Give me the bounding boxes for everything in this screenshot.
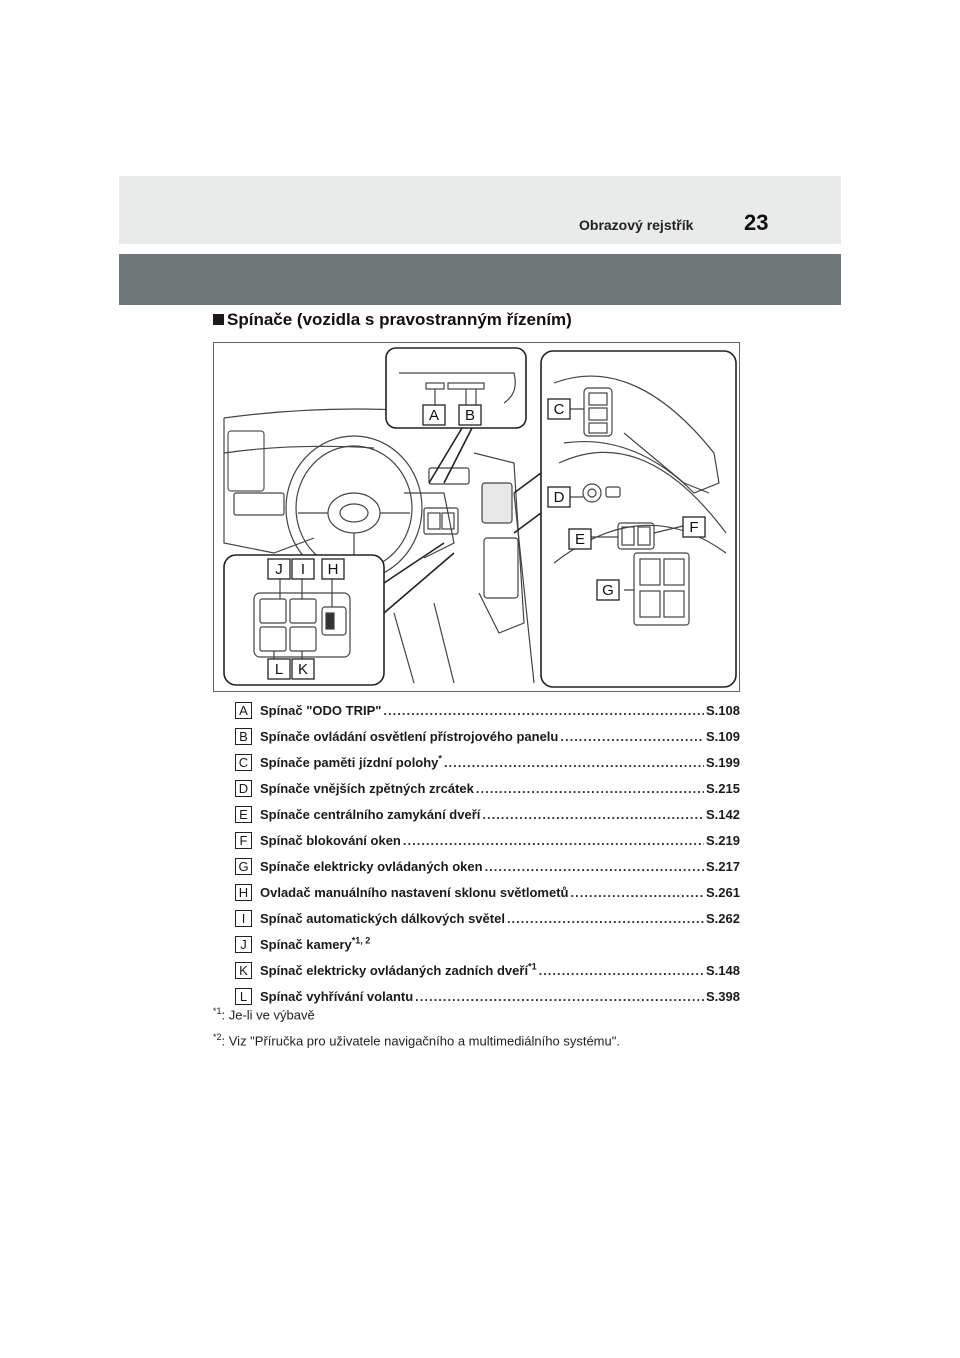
list-item: [235, 853, 740, 879]
item-label: Spínač elektricky ovládaných zadních dveří: [260, 962, 529, 978]
list-item: [235, 749, 740, 775]
footnote-text: : Je-li ve výbavě: [221, 1007, 315, 1023]
list-item: [235, 697, 740, 723]
list-item: [235, 723, 740, 749]
item-label: Spínače ovládání osvětlení přístrojového panelu: [260, 728, 559, 744]
item-key: F: [235, 832, 252, 849]
item-text: [260, 703, 381, 718]
item-key: L: [235, 988, 252, 1005]
item-label: Spínač "ODO TRIP": [260, 702, 382, 718]
item-text: [260, 729, 558, 744]
item-page[interactable]: S.398: [706, 988, 740, 1004]
label-J: J: [275, 561, 283, 578]
label-K: K: [297, 661, 309, 678]
item-page[interactable]: S.215: [706, 780, 740, 796]
switch-location-figure: [213, 342, 740, 692]
square-bullet-icon: [213, 314, 224, 325]
item-key: E: [235, 806, 252, 823]
item-label: Spínače vnějších zpětných zrcátek: [260, 780, 474, 796]
item-page[interactable]: S.217: [706, 858, 740, 874]
item-text: [260, 833, 401, 848]
item-note: *1: [528, 961, 537, 972]
item-page[interactable]: S.142: [706, 806, 740, 822]
item-note: *1, 2: [351, 935, 371, 946]
item-key: H: [235, 884, 252, 901]
label-F: F: [689, 519, 699, 536]
footnote-1: [213, 1006, 315, 1022]
leader-dots: [403, 833, 704, 848]
section-title: [213, 310, 572, 330]
item-label: Spínače centrálního zamykání dveří: [260, 806, 481, 822]
item-label: Spínač automatických dálkových světel: [260, 910, 505, 926]
section-title-text: Spínače (vozidla s pravostranným řízením): [227, 310, 572, 329]
item-label: Spínače elektricky ovládaných oken: [260, 858, 483, 874]
item-page[interactable]: S.199: [706, 754, 740, 770]
list-item: [235, 905, 740, 931]
item-page[interactable]: S.148: [706, 962, 740, 978]
item-key: B: [235, 728, 252, 745]
label-G: G: [602, 582, 614, 599]
footnote-2: [213, 1032, 620, 1048]
list-item: [235, 931, 740, 957]
leader-dots: [485, 859, 704, 874]
item-page[interactable]: S.109: [706, 728, 740, 744]
leader-dots: [507, 911, 704, 926]
item-key: G: [235, 858, 252, 875]
item-text: [260, 755, 442, 770]
leader-dots: [539, 963, 704, 978]
list-item: [235, 801, 740, 827]
leader-dots: [570, 885, 704, 900]
item-text: [260, 911, 505, 926]
item-text: [260, 807, 480, 822]
item-key: K: [235, 962, 252, 979]
leader-dots: [415, 989, 704, 1004]
item-key: A: [235, 702, 252, 719]
item-label: Ovladač manuálního nastavení sklonu světlometů: [260, 884, 569, 900]
label-L: L: [274, 661, 284, 678]
item-label: Spínač kamery: [260, 936, 352, 952]
item-text: [260, 989, 413, 1004]
page-number: 23: [744, 210, 769, 235]
header-band: [119, 254, 841, 305]
label-D: D: [553, 489, 565, 506]
item-text: [260, 859, 483, 874]
item-text: [260, 781, 474, 796]
item-key: C: [235, 754, 252, 771]
item-key: D: [235, 780, 252, 797]
header-title: Obrazový rejstřík: [579, 217, 694, 233]
leader-dots: [482, 807, 704, 822]
item-text: [260, 937, 370, 952]
list-item: [235, 879, 740, 905]
label-A: A: [428, 407, 440, 424]
item-page[interactable]: S.219: [706, 832, 740, 848]
list-item: [235, 957, 740, 983]
label-B: B: [464, 407, 476, 424]
label-H: H: [327, 561, 339, 578]
footnote-mark: *2: [213, 1032, 222, 1042]
item-text: [260, 963, 537, 978]
item-note: *: [438, 753, 442, 764]
dashboard-illustration: [214, 343, 741, 693]
header-bar: [119, 176, 841, 244]
item-page[interactable]: S.262: [706, 910, 740, 926]
footnote-mark: *1: [213, 1006, 222, 1016]
item-text: [260, 885, 568, 900]
item-key: J: [235, 936, 252, 953]
item-key: I: [235, 910, 252, 927]
item-page[interactable]: S.261: [706, 884, 740, 900]
item-label: Spínač blokování oken: [260, 832, 401, 848]
switch-index-list: [235, 697, 740, 1009]
label-E: E: [574, 531, 586, 548]
list-item: [235, 775, 740, 801]
leader-dots: [383, 703, 704, 718]
item-label: Spínače paměti jízdní polohy: [260, 754, 439, 770]
leader-dots: [444, 755, 704, 770]
leader-dots: [476, 781, 704, 796]
list-item: [235, 827, 740, 853]
item-page[interactable]: S.108: [706, 702, 740, 718]
leader-dots: [560, 729, 704, 744]
footnote-text: : Viz "Příručka pro uživatele navigačního a multimediálního systému".: [221, 1033, 620, 1049]
label-I: I: [300, 561, 306, 578]
label-C: C: [553, 401, 565, 418]
item-label: Spínač vyhřívání volantu: [260, 988, 414, 1004]
